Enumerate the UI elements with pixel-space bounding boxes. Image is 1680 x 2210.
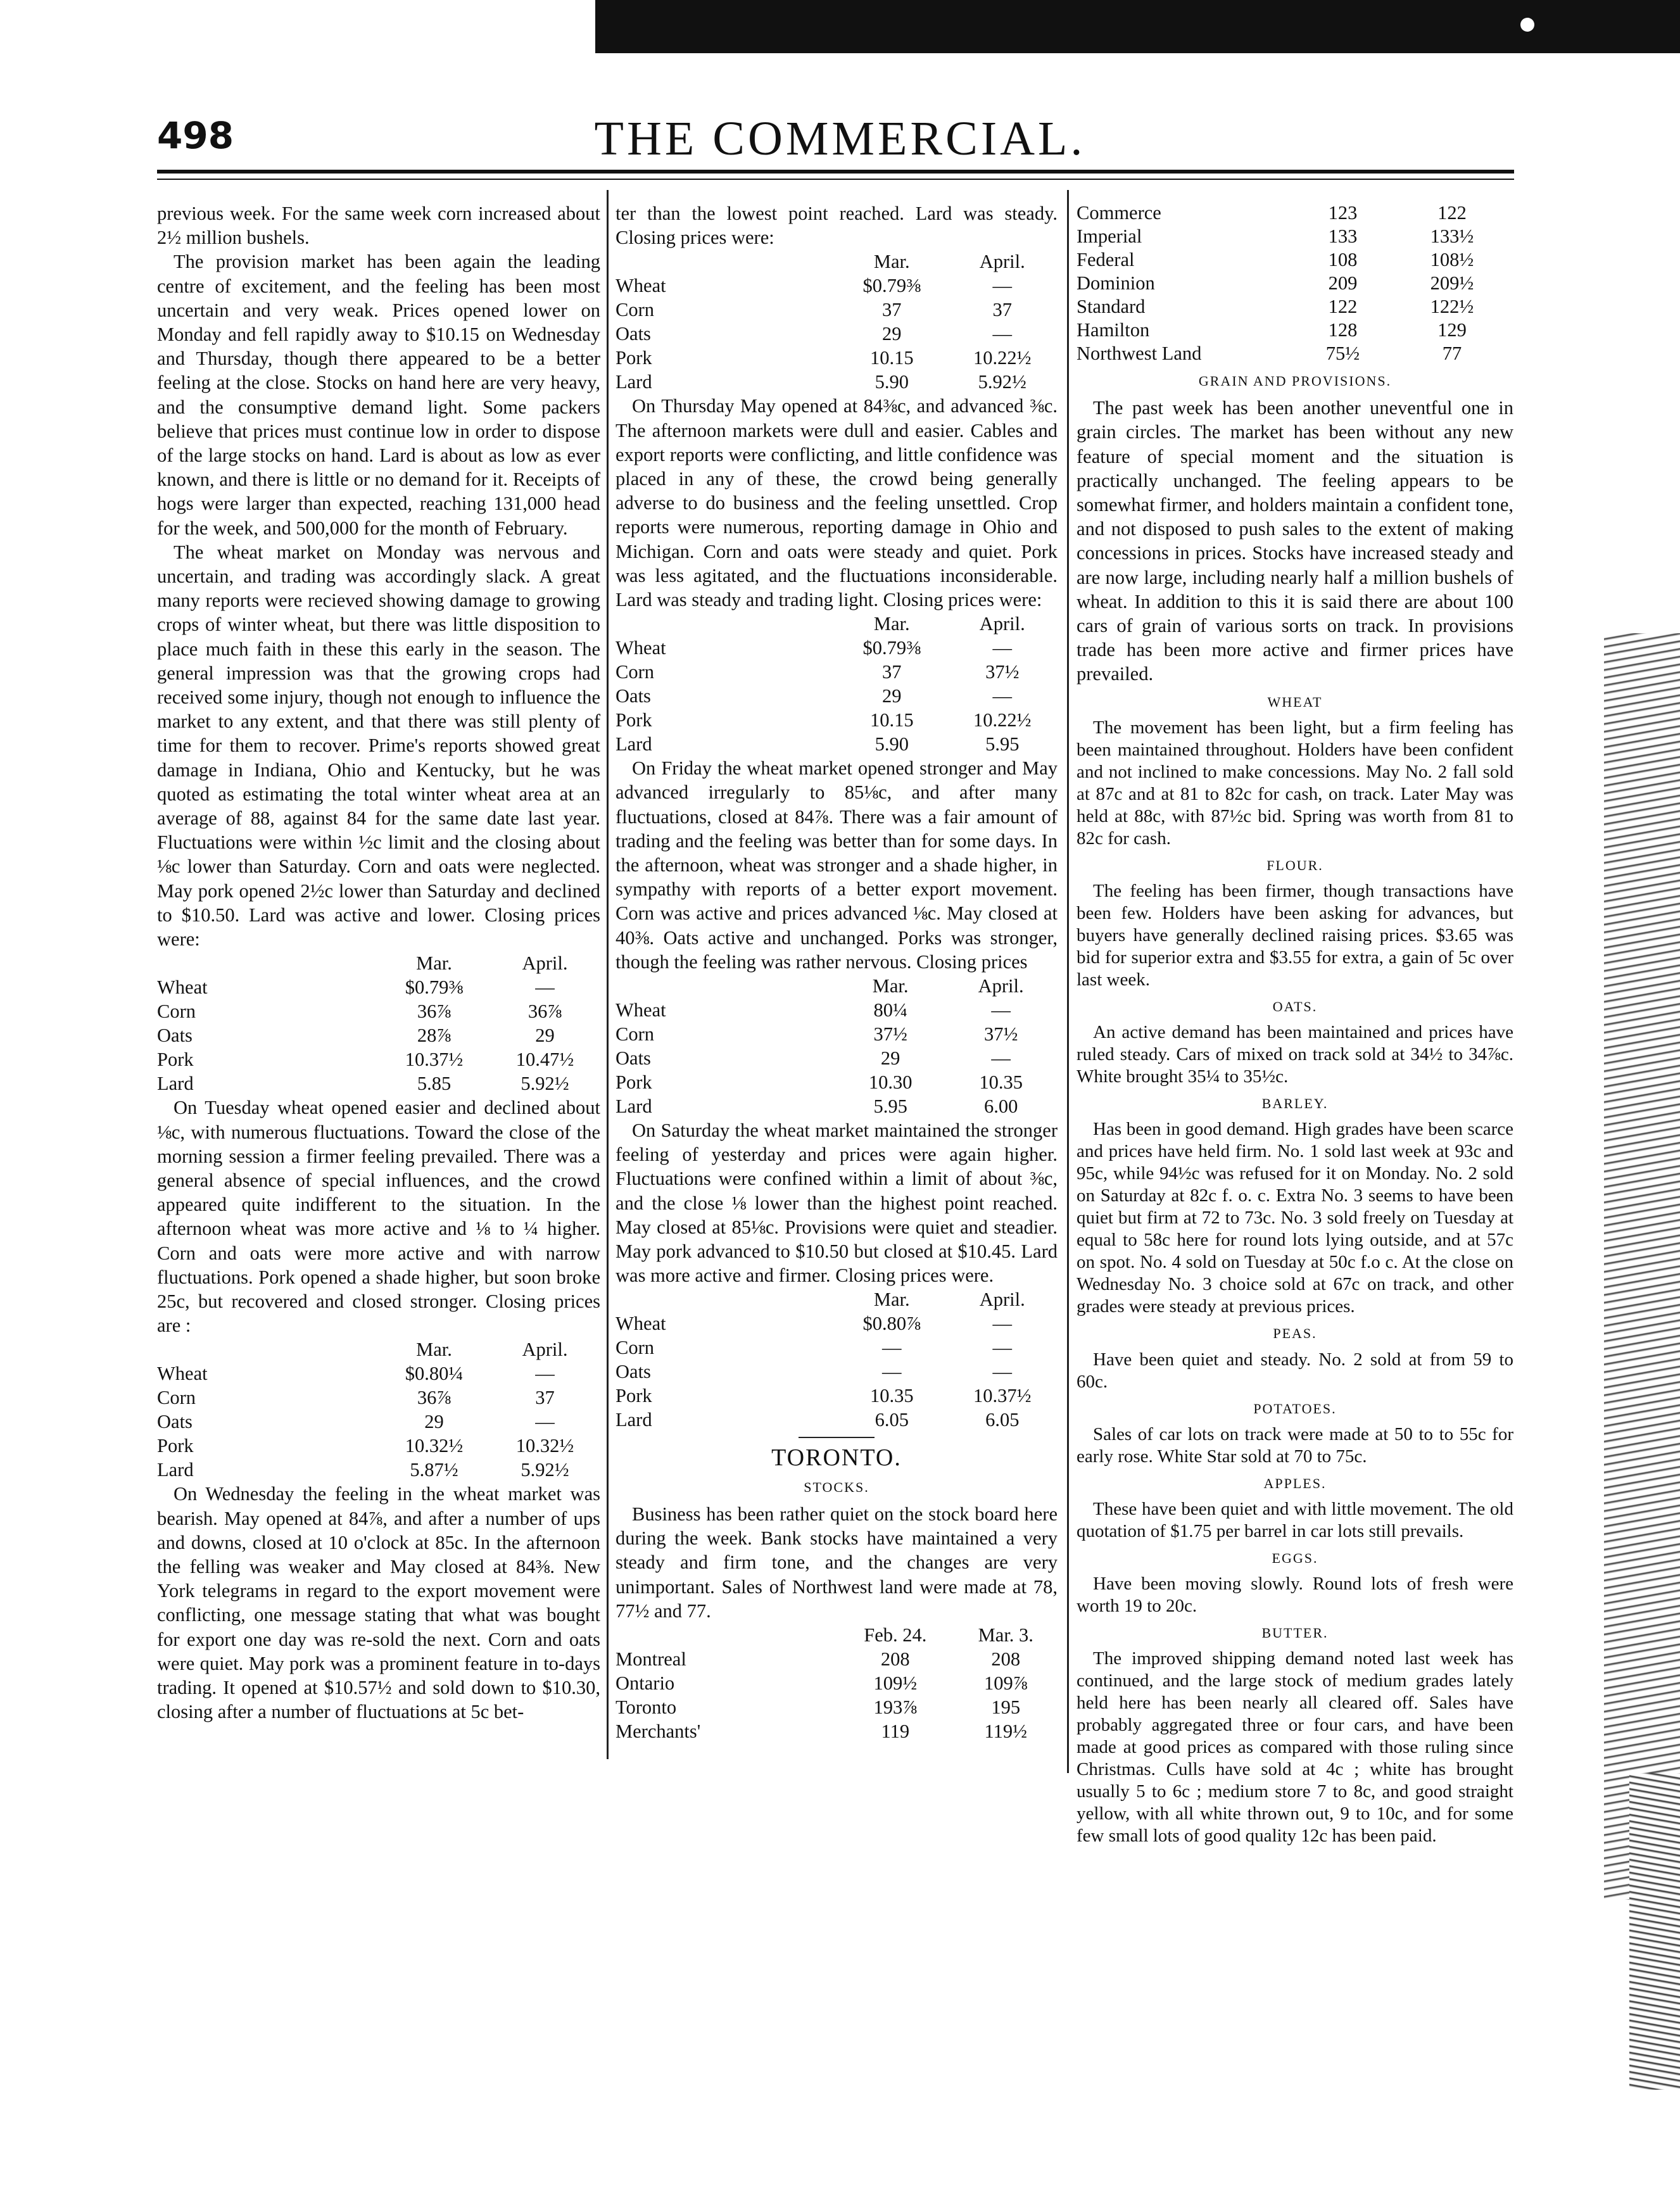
row-label: Hamilton xyxy=(1077,319,1150,341)
table-header-row xyxy=(616,1623,1058,1647)
masthead-rule-thin xyxy=(157,179,1514,180)
paragraph: On Friday the wheat market opened stronger and May advanced irregularly to 85⅛c, and after many fluctuations, closed at 84⅞. There was a fair amount of trading and the feeling was better than for some days. In the afternoon, wheat was stronger and a shade higher, in sympathy with reports of a better export movement. Corn was active and prices advanced ⅛c. May closed at 40⅜. Oats active and unchanged. Porks was stronger, though the feeling was rather nervous. Closing prices xyxy=(616,757,1058,973)
table-header-blank xyxy=(157,951,379,975)
paragraph: previous week. For the same week corn increased about 2½ million bushels. xyxy=(157,203,600,249)
table-row xyxy=(616,1070,1058,1094)
subsection-head-wheat: WHEAT xyxy=(1267,693,1323,710)
row-value: 75½ xyxy=(1325,343,1360,364)
subsection-head-barley: BARLEY. xyxy=(1261,1096,1329,1112)
row-value: 5.90 xyxy=(875,371,909,393)
row-label: Lard xyxy=(616,733,652,755)
row-value: 29 xyxy=(882,323,902,345)
table-header-cell: Mar. xyxy=(416,952,452,975)
row-value: 123 xyxy=(1328,202,1358,224)
table-row xyxy=(157,975,600,999)
paragraph: The movement has been light, but a firm feeling has been maintained throughout. Holders have been confident and not inclined to make concessions. May No. 2 fall sold at 87c and at 81 to 82c for cash, on track. Later May was held at 88c, with 87½c bid. Spring was worth from 81 to 82c for cash. xyxy=(1077,717,1513,849)
row-value: 108 xyxy=(1328,249,1358,270)
table-header-cell: Mar. xyxy=(416,1339,452,1361)
table-header-cell: Mar. xyxy=(873,1289,910,1311)
paragraph: On Saturday the wheat market maintained the stronger feeling of yesterday and prices were again higher. Fluctuations were confined within a limit of about ⅜c, and the close ⅛ lower than the highest point reached. May closed at 85⅛c. Provisions were quiet and steadier. May pork advanced to $10.50 but closed at $10.45. Lard was more active and firmer. Closing prices were. xyxy=(616,1120,1058,1287)
price-table xyxy=(157,1337,600,1482)
table-row xyxy=(616,684,1058,708)
row-label: Wheat xyxy=(616,1313,666,1335)
row-label: Federal xyxy=(1077,249,1135,270)
row-value: 5.92½ xyxy=(521,1073,569,1095)
row-label: Lard xyxy=(616,1409,652,1431)
table-row xyxy=(1077,201,1513,225)
table-header-cell: Mar. xyxy=(872,975,909,997)
row-label: Oats xyxy=(616,685,651,707)
row-label: Wheat xyxy=(157,976,208,999)
row-value: 10.15 xyxy=(869,709,914,731)
paragraph: The past week has been another uneventful one in grain circles. The market has been without any new feature of special moment and the situation is practically unchanged. The feeling appears to be somewhat firmer, and holders maintain a confident tone, and not disposed to push sales to the extent of making concessions in prices. Stocks have increased steady and are now large, including nearly half a million bushels of wheat. In addition to this it is said there are about 100 cars of grain of various sorts on track. In provisions trade has been more active and firmer prices have prevailed. xyxy=(1077,397,1513,685)
table-row xyxy=(616,636,1058,660)
table-header-cell: April. xyxy=(978,975,1024,997)
paragraph: An active demand has been maintained and prices have ruled steady. Cars of mixed on track sold at 34½ to 34⅞c. White brought 35¼ to 35½c. xyxy=(1077,1022,1513,1087)
table-row xyxy=(157,1410,600,1434)
row-value: 122½ xyxy=(1430,296,1474,317)
row-value: 6.05 xyxy=(875,1409,909,1431)
subsection-head-potatoes: POTATOES. xyxy=(1253,1400,1337,1417)
row-value: 209½ xyxy=(1430,272,1474,294)
row-value: 119½ xyxy=(984,1720,1028,1742)
table-row xyxy=(157,1434,600,1458)
price-table xyxy=(616,612,1058,756)
column-1 xyxy=(157,201,600,1724)
table-header-blank xyxy=(616,974,837,998)
table-header-cell: Mar. xyxy=(873,613,910,635)
row-value: 37 xyxy=(535,1387,555,1409)
row-value: 10.37½ xyxy=(973,1385,1032,1407)
paragraph: The provision market has been again the leading centre of excitement, and the feeling has been most uncertain and very weak. Prices opened lower on Monday and fell rapidly away to $10.15 on Wednesday and Thursday, though there appeared to be a better feeling at the close. Stocks on hand here are very heavy, and the consumptive demand light. Some packers believe that prices must continue low in order to dispose of the large stocks on hand. Lard is about as low as ever known, and there is little or no demand for it. Receipts of hogs were larger than expected, reaching 131,000 head for the week, and 500,000 for the month of February. xyxy=(157,251,600,539)
row-label: Toronto xyxy=(616,1696,677,1718)
row-value: 28⅞ xyxy=(417,1025,452,1047)
table-row xyxy=(1077,295,1513,319)
table-row xyxy=(616,1335,1058,1360)
table-header-cell: April. xyxy=(979,613,1025,635)
row-label: Pork xyxy=(157,1435,194,1457)
table-row xyxy=(157,1023,600,1047)
row-value: 122 xyxy=(1328,296,1358,317)
row-label: Oats xyxy=(157,1411,193,1433)
row-value: $0.80¼ xyxy=(405,1363,464,1385)
row-value: — xyxy=(535,976,555,999)
price-table xyxy=(616,1287,1058,1432)
row-label: Dominion xyxy=(1077,272,1155,294)
row-value: 37 xyxy=(992,299,1012,321)
table-row xyxy=(157,999,600,1023)
subsection-head-grain: GRAIN AND PROVISIONS. xyxy=(1198,373,1392,389)
price-table xyxy=(616,974,1058,1118)
table-header-blank xyxy=(616,249,837,274)
row-value: — xyxy=(882,1337,902,1359)
table-header-row xyxy=(616,612,1058,636)
row-value: 77 xyxy=(1442,343,1462,364)
paragraph: On Thursday May opened at 84⅜c, and advanced ⅜c. The afternoon markets were dull and easier. Cables and export reports were conflicting, and little confidence was placed in any of these, the crowd being generally adverse to do business and the feeling unsettled. Crop reports were numerous, reporting damage in Ohio and Michigan. Corn and oats were steady and quiet. Pork was less agitated, and the fluctuations inconsiderable. Lard was steady and trading light. Closing prices were: xyxy=(616,395,1058,611)
row-label: Corn xyxy=(157,1387,196,1409)
row-value: 36⅞ xyxy=(527,1001,562,1023)
subsection-head-oats: OATS. xyxy=(1272,999,1318,1015)
row-label: Pork xyxy=(616,709,652,731)
row-value: 109½ xyxy=(873,1672,918,1694)
table-row xyxy=(616,998,1058,1022)
row-label: Pork xyxy=(157,1049,194,1071)
table-row xyxy=(1077,342,1513,365)
row-label: Lard xyxy=(616,371,652,393)
row-value: 209 xyxy=(1328,272,1358,294)
section-rule xyxy=(799,1437,875,1438)
row-value: — xyxy=(992,1361,1012,1383)
row-value: — xyxy=(992,1337,1012,1359)
row-label: Wheat xyxy=(616,999,666,1021)
scan-edge-noise-lower xyxy=(1629,1773,1680,2090)
row-label: Corn xyxy=(157,1001,196,1023)
masthead-title: THE COMMERCIAL. xyxy=(594,112,1086,165)
table-header-cell: April. xyxy=(522,1339,568,1361)
paragraph: On Wednesday the feeling in the wheat market was bearish. May opened at 84⅞, and after a number of ups and downs, closed at 10 o'clock at 85c. In the afternoon the felling was weaker and May closed at 84⅜. New York telegrams in regard to the export movement were conflicting, one message stating that what was bought for export one day was re-sold the next. Corn and oats were quiet. May pork was a prominent feature in to-days trading. It opened at $10.57½ and sold down to $10.30, closing after a number of fluctuations at 5c bet- xyxy=(157,1483,600,1723)
row-value: — xyxy=(991,999,1011,1021)
row-value: 29 xyxy=(880,1047,900,1070)
row-value: 208 xyxy=(991,1648,1021,1670)
table-row xyxy=(616,1408,1058,1432)
table-row xyxy=(616,732,1058,756)
row-label: Pork xyxy=(616,347,652,369)
table-header-cell: April. xyxy=(979,251,1025,273)
column-divider-2 xyxy=(1067,190,1069,1773)
paragraph: Have been moving slowly. Round lots of fresh were worth 19 to 20c. xyxy=(1077,1574,1513,1617)
table-row xyxy=(616,1671,1058,1695)
row-value: 193⅞ xyxy=(873,1696,918,1718)
paragraph: The feeling has been firmer, though transactions have been few. Holders have been asking for advances, but buyers have generally declined raising prices. $3.65 was bid for superior extra and $3.55 for extra, a gain of 5c over last week. xyxy=(1077,881,1513,990)
paragraph: Have been quiet and steady. No. 2 sold at from 59 to 60c. xyxy=(1077,1349,1513,1392)
scan-top-bar xyxy=(595,0,1680,53)
row-label: Oats xyxy=(616,323,651,345)
table-row xyxy=(157,1047,600,1071)
paragraph: Business has been rather quiet on the stock board here during the week. Bank stocks have maintained a very steady and firm tone, and the changes are very unimportant. Sales of Northwest land were made at 78, 77½ and 77. xyxy=(616,1503,1058,1622)
row-label: Oats xyxy=(157,1025,193,1047)
table-header-cell: Mar. 3. xyxy=(978,1624,1033,1646)
row-value: 37 xyxy=(882,299,902,321)
row-value: 29 xyxy=(424,1411,444,1433)
page-number: 498 xyxy=(157,114,234,157)
row-value: 108½ xyxy=(1430,249,1474,270)
row-value: 5.92½ xyxy=(978,371,1026,393)
row-label: Lard xyxy=(157,1073,194,1095)
row-value: — xyxy=(992,1313,1012,1335)
table-row xyxy=(1077,225,1513,248)
paragraph: These have been quiet and with little movement. The old quotation of $1.75 per barrel in car lots still prevails. xyxy=(1077,1499,1513,1542)
row-value: 128 xyxy=(1328,319,1358,341)
row-value: 5.95 xyxy=(985,733,1020,755)
table-header-row xyxy=(157,951,600,975)
row-value: 5.87½ xyxy=(410,1459,458,1481)
subsection-head-eggs: EGGS. xyxy=(1272,1550,1318,1567)
row-value: 36⅞ xyxy=(417,1387,452,1409)
table-header-cell: April. xyxy=(979,1289,1025,1311)
table-header-cell: Feb. 24. xyxy=(864,1624,927,1646)
row-value: 122 xyxy=(1437,202,1467,224)
masthead-rule-thick xyxy=(157,170,1514,174)
row-label: Standard xyxy=(1077,296,1146,317)
row-value: 10.15 xyxy=(869,347,914,369)
row-value: 29 xyxy=(535,1025,555,1047)
row-value: 5.95 xyxy=(873,1096,907,1118)
price-table xyxy=(616,249,1058,394)
table-header-blank xyxy=(616,1623,837,1647)
row-value: — xyxy=(535,1411,555,1433)
row-label: Pork xyxy=(616,1385,652,1407)
row-label: Northwest Land xyxy=(1077,343,1202,364)
row-value: — xyxy=(992,637,1012,659)
table-row xyxy=(616,1719,1058,1743)
row-label: Lard xyxy=(616,1096,652,1118)
stock-table xyxy=(1077,201,1513,365)
row-label: Oats xyxy=(616,1047,651,1070)
row-value: 37½ xyxy=(983,1023,1018,1045)
subsection-head-flour: FLOUR. xyxy=(1266,857,1323,873)
row-value: 195 xyxy=(991,1696,1021,1718)
table-row xyxy=(616,1384,1058,1408)
table-header-row xyxy=(616,1287,1058,1311)
row-value: 133½ xyxy=(1430,225,1474,247)
row-value: 6.05 xyxy=(985,1409,1020,1431)
row-value: 10.32½ xyxy=(405,1435,464,1457)
row-value: $0.79⅜ xyxy=(405,976,464,999)
table-row xyxy=(616,274,1058,298)
row-value: $0.79⅜ xyxy=(862,637,921,659)
price-table xyxy=(157,951,600,1096)
table-row xyxy=(616,346,1058,370)
row-label: Imperial xyxy=(1077,225,1142,247)
subsection-head-butter: BUTTER. xyxy=(1261,1625,1329,1641)
row-value: 133 xyxy=(1328,225,1358,247)
table-row xyxy=(616,1695,1058,1719)
row-value: 5.92½ xyxy=(521,1459,569,1481)
row-value: 37½ xyxy=(873,1023,907,1045)
row-value: 5.90 xyxy=(875,733,909,755)
row-value: — xyxy=(991,1047,1011,1070)
row-value: $0.80⅞ xyxy=(862,1313,921,1335)
row-value: — xyxy=(535,1363,555,1385)
table-header-row xyxy=(616,249,1058,274)
table-header-cell: April. xyxy=(522,952,568,975)
table-header-blank xyxy=(157,1337,379,1361)
row-label: Wheat xyxy=(616,275,666,297)
row-label: Ontario xyxy=(616,1672,675,1694)
row-label: Corn xyxy=(616,1337,654,1359)
paragraph: The wheat market on Monday was nervous and uncertain, and trading was accordingly slack. A great many reports were recieved showing damage to growing crops of winter wheat, but there was little disposition to place much faith in these this early in the season. The general impression was that the growing crops had received some injury, though not enough to influence the market to any extent, and that there was still plenty of time for them to recover. Prime's reports showed great damage in Indiana, Ohio and Kentucky, but he was quoted as estimating the total winter wheat area at an average of 88, against 84 for the same date last year. Fluctuations were within ½c limit and the closing about ⅛c lower than Saturday. Corn and oats were neglected. May pork opened 2½c lower than Saturday and declined to $10.50. Lard was active and lower. Closing prices were: xyxy=(157,541,600,950)
row-label: Corn xyxy=(616,299,654,321)
row-label: Wheat xyxy=(616,637,666,659)
row-value: 10.47½ xyxy=(515,1049,574,1071)
table-header-blank xyxy=(616,1287,837,1311)
paragraph: The improved shipping demand noted last week has continued, and the large stock of medium grades lately held here has been nearly all cleared off. Sales have probably aggregated three or four cars, and have been made at good prices as compared with those ruling since Christmas. Culls have sold at 4c ; white has brought usually 5 to 6c ; medium store 7 to 8c, and good straight yellow, with all white thrown out, 9 to 10c, and for some few small lots of good quality 12c has been paid. xyxy=(1077,1648,1513,1847)
row-value: 29 xyxy=(882,685,902,707)
row-label: Merchants' xyxy=(616,1720,701,1742)
paragraph: Has been in good demand. High grades have been scarce and prices have held firm. No. 1 sold last week at 93c and 95c, while 94½c was refused for it on Monday. No. 2 sold on Saturday at 82c f. o. c. Extra No. 3 seems to have been quiet but firm at 72 to 73c. No. 3 sold freely on Tuesday at equal to 58c here for round lots lying outside, and at 57c on spot. No. 4 sold on Tuesday at 50c f.o c. At the close on Wednesday No. 3 choice sold at 67c on track, and other grades were steady at previous prices. xyxy=(1077,1119,1513,1317)
row-value: 80¼ xyxy=(873,999,907,1021)
table-row xyxy=(1077,248,1513,272)
paragraph: ter than the lowest point reached. Lard was steady. Closing prices were: xyxy=(616,203,1058,249)
table-row xyxy=(157,1071,600,1096)
row-value: 10.35 xyxy=(869,1385,914,1407)
paragraph: On Tuesday wheat opened easier and declined about ⅛c, with numerous fluctuations. Toward the close of the morning session a firmer feeling prevailed. There was a general absence of special influences, and the crowd appeared quite indifferent to the situation. In the afternoon wheat was more active and ⅛ to ¼ higher. Corn and oats were more active and with narrow fluctuations. Pork opened a shade higher, but soon broke 25c, but recovered and closed stronger. Closing prices are : xyxy=(157,1097,600,1337)
column-divider-1 xyxy=(607,190,609,1759)
row-label: Montreal xyxy=(616,1648,686,1670)
row-value: 36⅞ xyxy=(417,1001,452,1023)
row-label: Oats xyxy=(616,1361,651,1383)
table-row xyxy=(616,1311,1058,1335)
column-2 xyxy=(616,201,1058,1743)
row-value: 10.22½ xyxy=(973,709,1032,731)
row-value: 10.37½ xyxy=(405,1049,464,1071)
scan-edge-noise xyxy=(1604,633,1680,1900)
row-label: Corn xyxy=(616,661,654,683)
row-label: Pork xyxy=(616,1071,652,1094)
row-value: 10.22½ xyxy=(973,347,1032,369)
row-value: — xyxy=(992,275,1012,297)
row-label: Corn xyxy=(616,1023,654,1045)
row-value: 208 xyxy=(880,1648,910,1670)
table-row xyxy=(616,1046,1058,1070)
subsection-head-apples: APPLES. xyxy=(1263,1475,1327,1491)
table-row xyxy=(1077,272,1513,295)
table-row xyxy=(616,322,1058,346)
table-header-row xyxy=(157,1337,600,1361)
table-row xyxy=(616,1022,1058,1046)
row-value: 10.32½ xyxy=(515,1435,574,1457)
table-row xyxy=(616,708,1058,732)
row-value: — xyxy=(882,1361,902,1383)
stock-table xyxy=(616,1623,1058,1743)
paragraph: Sales of car lots on track were made at 50 to to 55c for early rose. White Star sold at 70 to 75c. xyxy=(1077,1424,1513,1467)
row-value: $0.79⅜ xyxy=(862,275,921,297)
row-label: Wheat xyxy=(157,1363,208,1385)
row-value: 6.00 xyxy=(983,1096,1018,1118)
row-value: 109⅞ xyxy=(983,1672,1028,1694)
table-header-cell: Mar. xyxy=(873,251,910,273)
table-row xyxy=(616,1647,1058,1671)
table-row xyxy=(157,1361,600,1386)
table-row xyxy=(616,298,1058,322)
table-header-blank xyxy=(616,612,837,636)
row-value: 10.30 xyxy=(868,1071,913,1094)
column-3 xyxy=(1077,201,1513,1847)
row-value: — xyxy=(992,323,1012,345)
row-value: — xyxy=(992,685,1012,707)
table-row xyxy=(616,370,1058,394)
row-value: 119 xyxy=(881,1720,910,1742)
row-value: 37½ xyxy=(985,661,1020,683)
section-title-toronto: TORONTO. xyxy=(771,1444,902,1472)
row-label: Lard xyxy=(157,1459,194,1481)
row-value: 37 xyxy=(882,661,902,683)
row-label: Commerce xyxy=(1077,202,1161,224)
table-row xyxy=(157,1386,600,1410)
subsection-head-peas: PEAS. xyxy=(1273,1325,1317,1342)
table-header-row xyxy=(616,974,1058,998)
subsection-head-stocks: STOCKS. xyxy=(804,1479,869,1495)
table-row xyxy=(616,1360,1058,1384)
row-value: 10.35 xyxy=(979,1071,1023,1094)
row-value: 5.85 xyxy=(417,1073,452,1095)
table-row xyxy=(616,1094,1058,1118)
table-row xyxy=(157,1458,600,1482)
row-value: 129 xyxy=(1437,319,1467,341)
table-row xyxy=(1077,319,1513,342)
table-row xyxy=(616,660,1058,684)
